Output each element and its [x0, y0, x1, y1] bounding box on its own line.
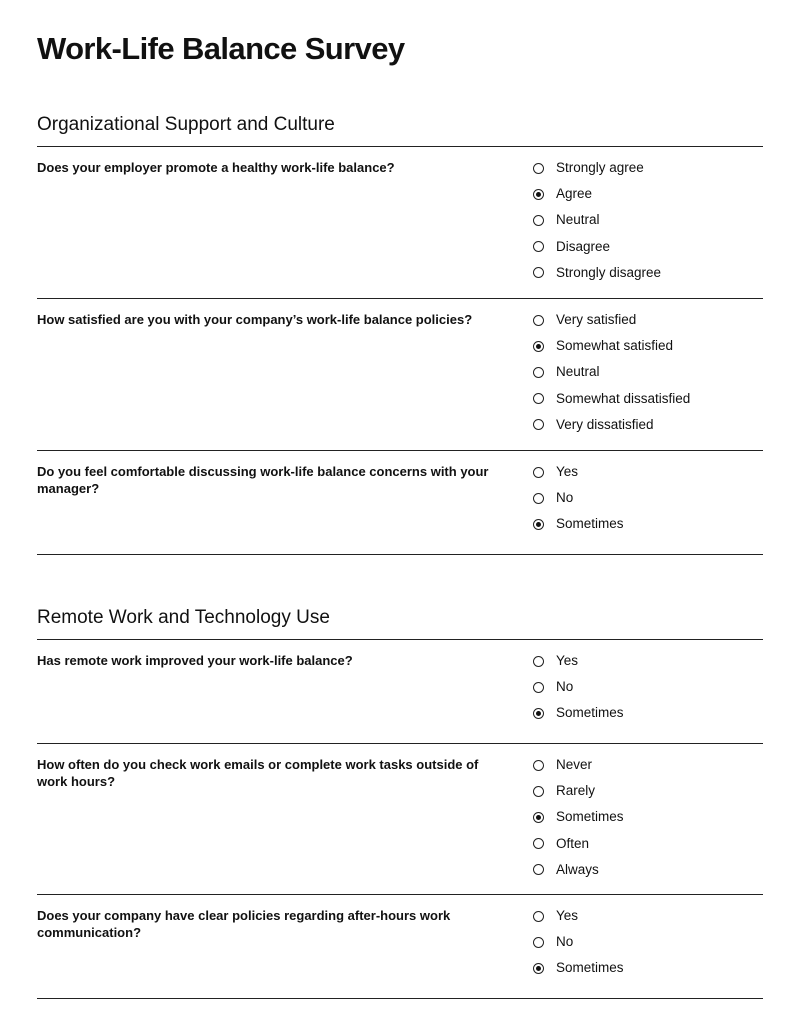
- radio-button-icon[interactable]: [533, 937, 544, 948]
- radio-button-icon[interactable]: [533, 682, 544, 693]
- radio-button-icon[interactable]: [533, 241, 544, 252]
- option-label: Neutral: [556, 212, 600, 228]
- option-group: [532, 311, 690, 442]
- radio-button-icon[interactable]: [533, 864, 544, 875]
- option-label: Sometimes: [556, 516, 624, 532]
- radio-option[interactable]: [532, 155, 661, 181]
- radio-button-icon[interactable]: [533, 911, 544, 922]
- option-label: Agree: [556, 186, 593, 202]
- radio-option[interactable]: [532, 929, 624, 955]
- radio-option[interactable]: [532, 857, 624, 883]
- option-label: Disagree: [556, 238, 611, 254]
- radio-button-checked-icon[interactable]: [533, 519, 544, 530]
- option-label: No: [556, 679, 574, 695]
- question-text: Do you feel comfortable discussing work-life balance concerns with your manager?: [37, 464, 489, 496]
- radio-button-icon[interactable]: [533, 367, 544, 378]
- option-label: Strongly disagree: [556, 264, 662, 280]
- radio-option[interactable]: [532, 485, 624, 511]
- radio-button-icon[interactable]: [533, 267, 544, 278]
- radio-button-icon[interactable]: [533, 838, 544, 849]
- option-group: [532, 159, 661, 290]
- question-row: [37, 451, 763, 555]
- option-label: Sometimes: [556, 960, 624, 976]
- option-label: Strongly agree: [556, 160, 644, 176]
- radio-option[interactable]: [532, 955, 624, 981]
- question-row: [37, 640, 763, 744]
- radio-option[interactable]: [532, 234, 661, 260]
- question-text: Does your employer promote a healthy work-life balance?: [37, 160, 395, 175]
- question-text: How often do you check work emails or complete work tasks outside of work hours?: [37, 757, 479, 789]
- option-label: Very satisfied: [556, 312, 637, 328]
- survey-title: Work-Life Balance Survey: [37, 31, 405, 66]
- question-row: [37, 147, 763, 299]
- section-title: Organizational Support and Culture: [37, 114, 763, 147]
- option-label: Very dissatisfied: [556, 416, 654, 432]
- radio-option[interactable]: [532, 207, 661, 233]
- option-label: Rarely: [556, 783, 596, 799]
- radio-option[interactable]: [532, 359, 690, 385]
- radio-button-checked-icon[interactable]: [533, 963, 544, 974]
- option-group: [532, 907, 624, 986]
- radio-button-checked-icon[interactable]: [533, 708, 544, 719]
- radio-option[interactable]: [532, 459, 624, 485]
- section-title: Remote Work and Technology Use: [37, 607, 763, 640]
- radio-button-icon[interactable]: [533, 419, 544, 430]
- radio-option[interactable]: [532, 307, 690, 333]
- question-text: Has remote work improved your work-life balance?: [37, 653, 353, 668]
- option-label: Yes: [556, 908, 579, 924]
- section-remote-work: [37, 607, 763, 999]
- option-label: Never: [556, 757, 593, 773]
- option-group: [532, 652, 624, 731]
- option-label: Often: [556, 835, 590, 851]
- radio-option[interactable]: [532, 752, 624, 778]
- question-row: [37, 744, 763, 895]
- question-row: [37, 299, 763, 451]
- radio-option[interactable]: [532, 903, 624, 929]
- option-label: Somewhat satisfied: [556, 338, 674, 354]
- section-organizational-support: [37, 114, 763, 555]
- option-label: Yes: [556, 653, 579, 669]
- radio-button-icon[interactable]: [533, 315, 544, 326]
- radio-button-icon[interactable]: [533, 163, 544, 174]
- radio-button-checked-icon[interactable]: [533, 812, 544, 823]
- option-label: Always: [556, 861, 599, 877]
- question-row: [37, 895, 763, 999]
- option-label: Yes: [556, 464, 579, 480]
- option-label: No: [556, 934, 574, 950]
- radio-option[interactable]: [532, 804, 624, 830]
- radio-button-icon[interactable]: [533, 760, 544, 771]
- radio-option[interactable]: [532, 260, 661, 286]
- option-group: [532, 756, 624, 887]
- question-text: How satisfied are you with your company’s work-life balance policies?: [37, 312, 473, 327]
- survey-page: [37, 0, 763, 999]
- option-label: Neutral: [556, 364, 600, 380]
- option-label: Somewhat dissatisfied: [556, 390, 691, 406]
- option-group: [532, 463, 624, 542]
- radio-button-icon[interactable]: [533, 656, 544, 667]
- radio-option[interactable]: [532, 674, 624, 700]
- radio-button-icon[interactable]: [533, 215, 544, 226]
- radio-option[interactable]: [532, 648, 624, 674]
- radio-option[interactable]: [532, 412, 690, 438]
- radio-button-checked-icon[interactable]: [533, 341, 544, 352]
- question-text: Does your company have clear policies regarding after-hours work communication?: [37, 908, 451, 940]
- radio-button-icon[interactable]: [533, 786, 544, 797]
- radio-option[interactable]: [532, 181, 661, 207]
- radio-button-checked-icon[interactable]: [533, 189, 544, 200]
- radio-button-icon[interactable]: [533, 467, 544, 478]
- radio-option[interactable]: [532, 831, 624, 857]
- radio-option[interactable]: [532, 700, 624, 726]
- radio-option[interactable]: [532, 333, 690, 359]
- option-label: Sometimes: [556, 809, 624, 825]
- radio-option[interactable]: [532, 778, 624, 804]
- radio-option[interactable]: [532, 511, 624, 537]
- radio-button-icon[interactable]: [533, 493, 544, 504]
- radio-option[interactable]: [532, 386, 690, 412]
- radio-button-icon[interactable]: [533, 393, 544, 404]
- option-label: Sometimes: [556, 705, 624, 721]
- option-label: No: [556, 490, 574, 506]
